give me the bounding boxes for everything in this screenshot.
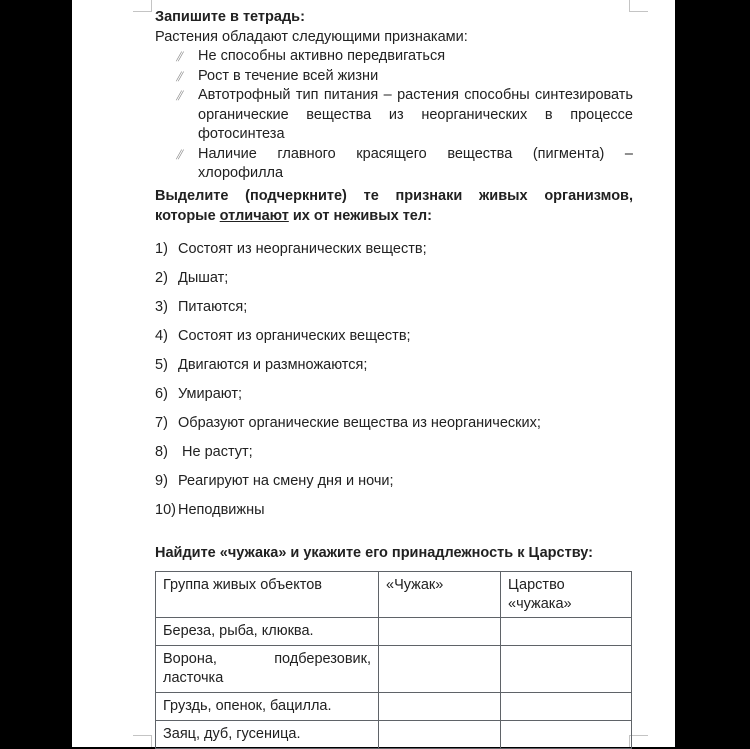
item-text: Образуют органические вещества из неорганических; [178,415,541,431]
stranger-table [155,571,632,749]
answer-cell [501,693,632,721]
item-text: Питаются; [178,299,248,315]
item-text: Состоят из неорганических веществ; [178,241,427,257]
table-header-row [156,572,632,618]
column-header: Царство «чужака» [501,572,632,618]
answer-cell [379,646,501,693]
answer-cell [501,618,632,646]
item-text: Не растут; [182,444,253,460]
item-number: 2) [155,270,168,286]
list-item [155,327,633,346]
bullet-icon: ⫽ [176,146,182,162]
heading-underlined-word: отличают [219,208,289,224]
column-header: Группа живых объектов [156,572,379,618]
group-cell: Береза, рыба, клюква. [156,618,379,646]
item-text: Умирают; [178,386,242,402]
section1-title: Запишите в тетрадь: [155,9,305,25]
item-number: 1) [155,241,168,257]
list-item [155,356,633,375]
list-item-text: Не способны активно передвигаться [198,48,446,64]
list-item [155,385,633,404]
item-number: 4) [155,328,168,344]
table-row [156,693,632,721]
section2-heading [155,186,633,226]
list-item [155,443,633,462]
answer-cell [379,693,501,721]
item-number: 7) [155,415,168,431]
answer-cell [379,721,501,749]
list-item [155,269,633,288]
answer-cell [501,646,632,693]
bullet-icon: ⫽ [176,68,182,84]
list-item [155,472,633,491]
group-cell: Груздь, опенок, бацилла. [156,693,379,721]
section1-intro: Растения обладают следующими признаками: [155,28,468,45]
list-item-text: Наличие главного красящего вещества (пигмента) – хлорофилла [198,145,633,181]
answer-cell [501,721,632,749]
section-find-stranger [155,544,633,749]
margin-corner-mark-bottom-left [133,735,152,747]
list-item-text: Рост в течение всей жизни [198,67,379,84]
list-item [176,47,633,67]
item-number: 8) [155,444,168,460]
list-item-text: Автотрофный тип питания – растения способны синтезировать органические вещества из неорганических в процессе фотосинтеза [198,87,633,142]
margin-corner-mark-top-left [133,0,152,12]
answer-cell [379,618,501,646]
section-underline-task [155,186,633,530]
bullet-icon: ⫽ [176,88,182,103]
item-text: Двигаются и размножаются; [178,357,368,373]
list-item [176,67,633,87]
item-text: Дышат; [178,270,229,286]
heading-text: их от неживых тел: [288,208,432,224]
item-number: 3) [155,299,168,315]
traits-numbered-list [155,240,633,520]
table-row [156,618,632,646]
list-item [176,86,633,145]
table-row [156,721,632,749]
item-number: 9) [155,473,168,489]
section3-heading: Найдите «чужака» и укажите его принадлежность к Царству: [155,545,593,561]
list-item [176,145,633,184]
group-cell: Заяц, дуб, гусеница. [156,721,379,749]
group-cell: Ворона, подберезовик, ласточка [156,646,379,693]
list-item [155,298,633,317]
item-text: Состоят из органических веществ; [178,328,411,344]
list-item [155,414,633,433]
item-number: 10) [155,502,176,518]
item-text: Неподвижны [178,502,265,518]
list-item [155,240,633,259]
item-number: 5) [155,357,168,373]
plant-traits-list [155,47,633,184]
document-page [72,0,675,747]
item-text: Реагируют на смену дня и ночи; [178,473,394,489]
list-item [155,501,633,520]
section-write-in-notebook [155,8,633,184]
item-number: 6) [155,386,168,402]
column-header: «Чужак» [379,572,501,618]
table-row [156,646,632,693]
heading-text: Выделите (подчеркните) те признаки живых организмов, которые [155,188,633,224]
bullet-icon: ⫽ [176,49,182,64]
